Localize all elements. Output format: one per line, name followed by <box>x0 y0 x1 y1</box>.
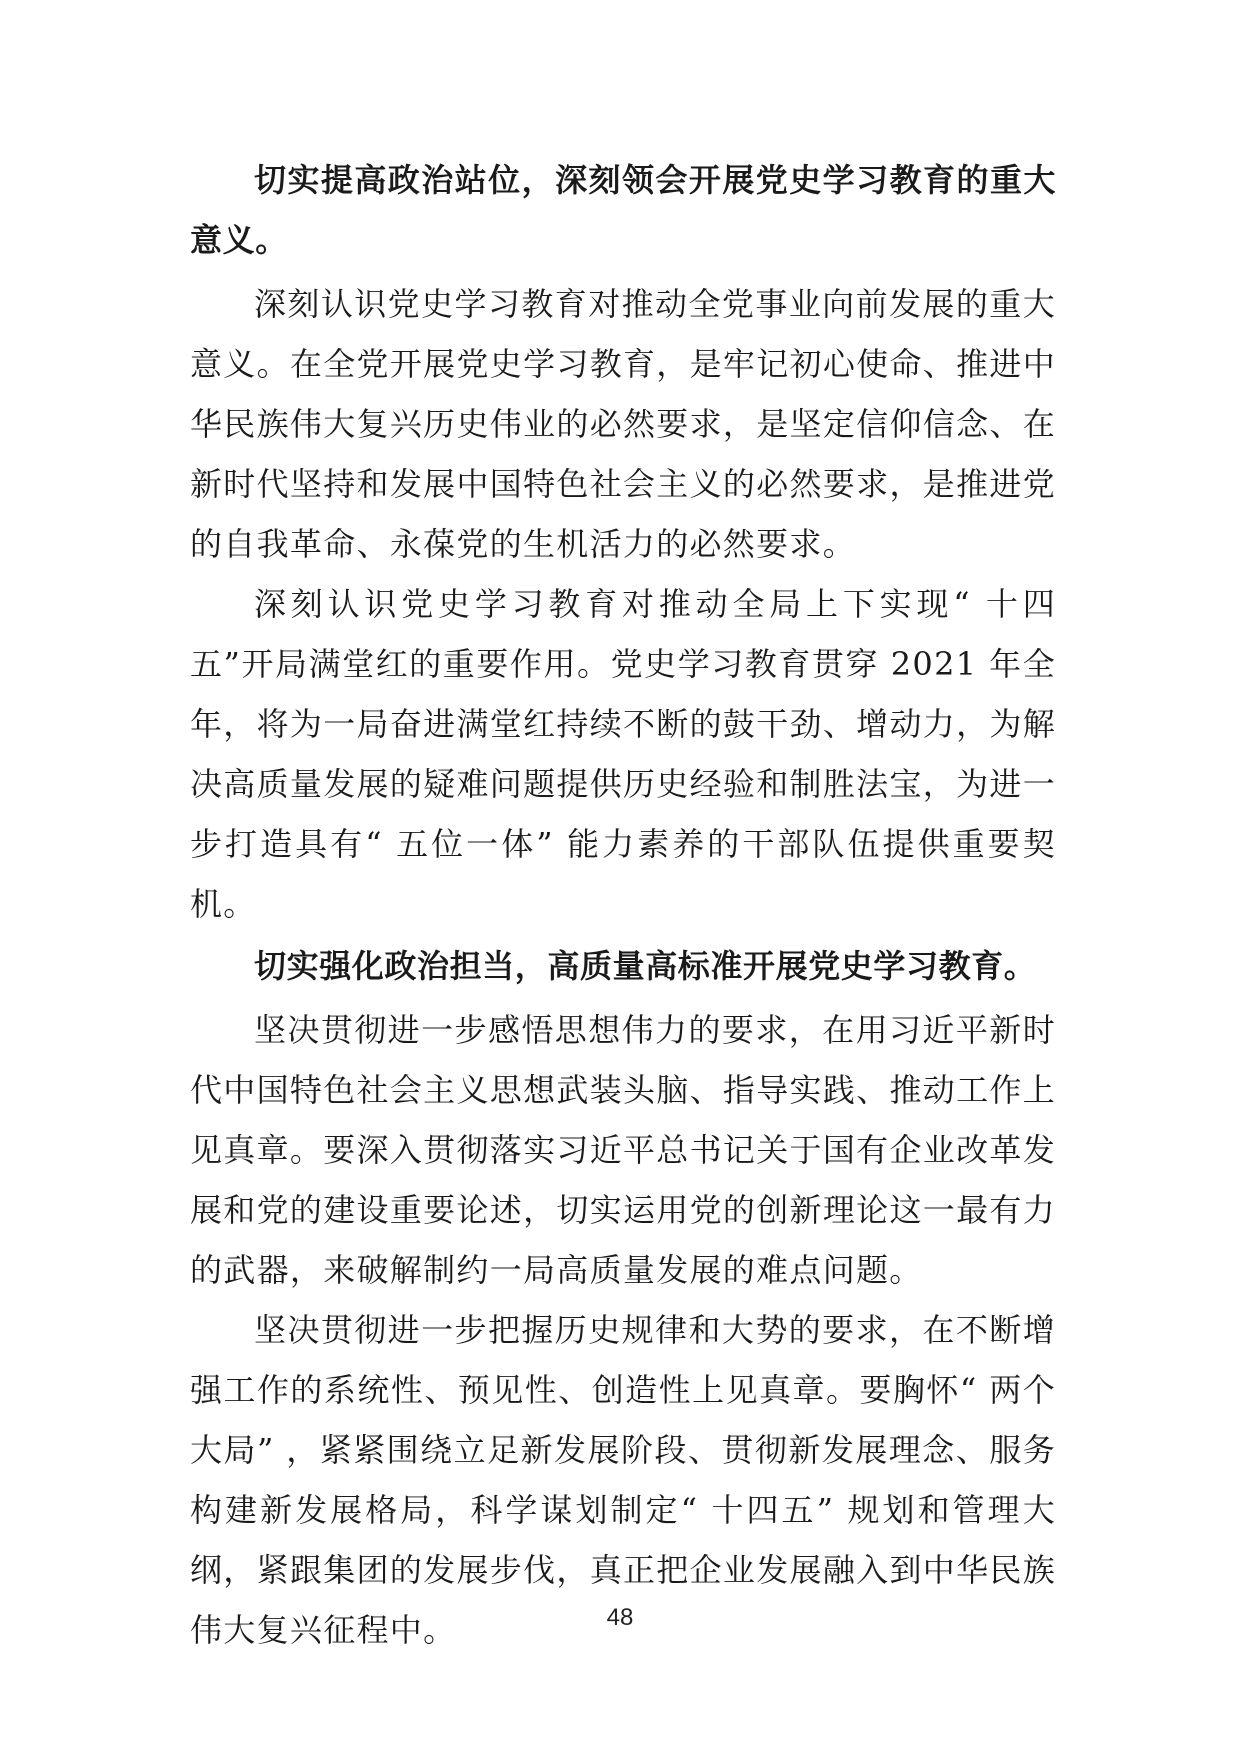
page-number: 48 <box>606 1604 634 1631</box>
body-paragraph-1: 深刻认识党史学习教育对推动全党事业向前发展的重大意义。在全党开展党史学习教育，是牢记初心使命、推进中华民族伟大复兴历史伟业的必然要求，是坚定信仰信念、在新时代坚持和发展中国特色社会主义的必然要求，是推进党的自我革命、永葆党的生机活力的必然要求。 <box>190 285 1056 563</box>
document-body <box>190 150 1056 1660</box>
section-heading-1: 切实提高政治站位，深刻领会开展党史学习教育的重大意义。 <box>190 161 1056 259</box>
body-paragraph-2: 深刻认识党史学习教育对推动全局上下实现“ 十四五”开局满堂红的重要作用。党史学习教育贯穿 2021 年全年，将为一局奋进满堂红持续不断的鼓干劲、增动力，为解决高质量发展的疑难问题提供历史经验和制胜法宝，为进一步打造具有“ 五位一体” 能力素养的干部队伍提供重要契机。 <box>190 585 1056 923</box>
body-paragraph-3: 坚决贯彻进一步感悟思想伟力的要求，在用习近平新时代中国特色社会主义思想武装头脑、指导实践、推动工作上见真章。要深入贯彻落实习近平总书记关于国有企业改革发展和党的建设重要论述，切实运用党的创新理论这一最有力的武器，来破解制约一局高质量发展的难点问题。 <box>190 1011 1056 1289</box>
body-paragraph-4: 坚决贯彻进一步把握历史规律和大势的要求，在不断增强工作的系统性、预见性、创造性上见真章。要胸怀“ 两个大局” ，紧紧围绕立足新发展阶段、贯彻新发展理念、服务构建新发展格局，科学谋划制定“ 十四五” 规划和管理大纲，紧跟集团的发展步伐，真正把企业发展融入到中华民族伟大复兴征程中。 <box>190 1311 1056 1649</box>
section-heading-2: 切实强化政治担当，高质量高标准开展党史学习教育。 <box>254 947 1037 985</box>
